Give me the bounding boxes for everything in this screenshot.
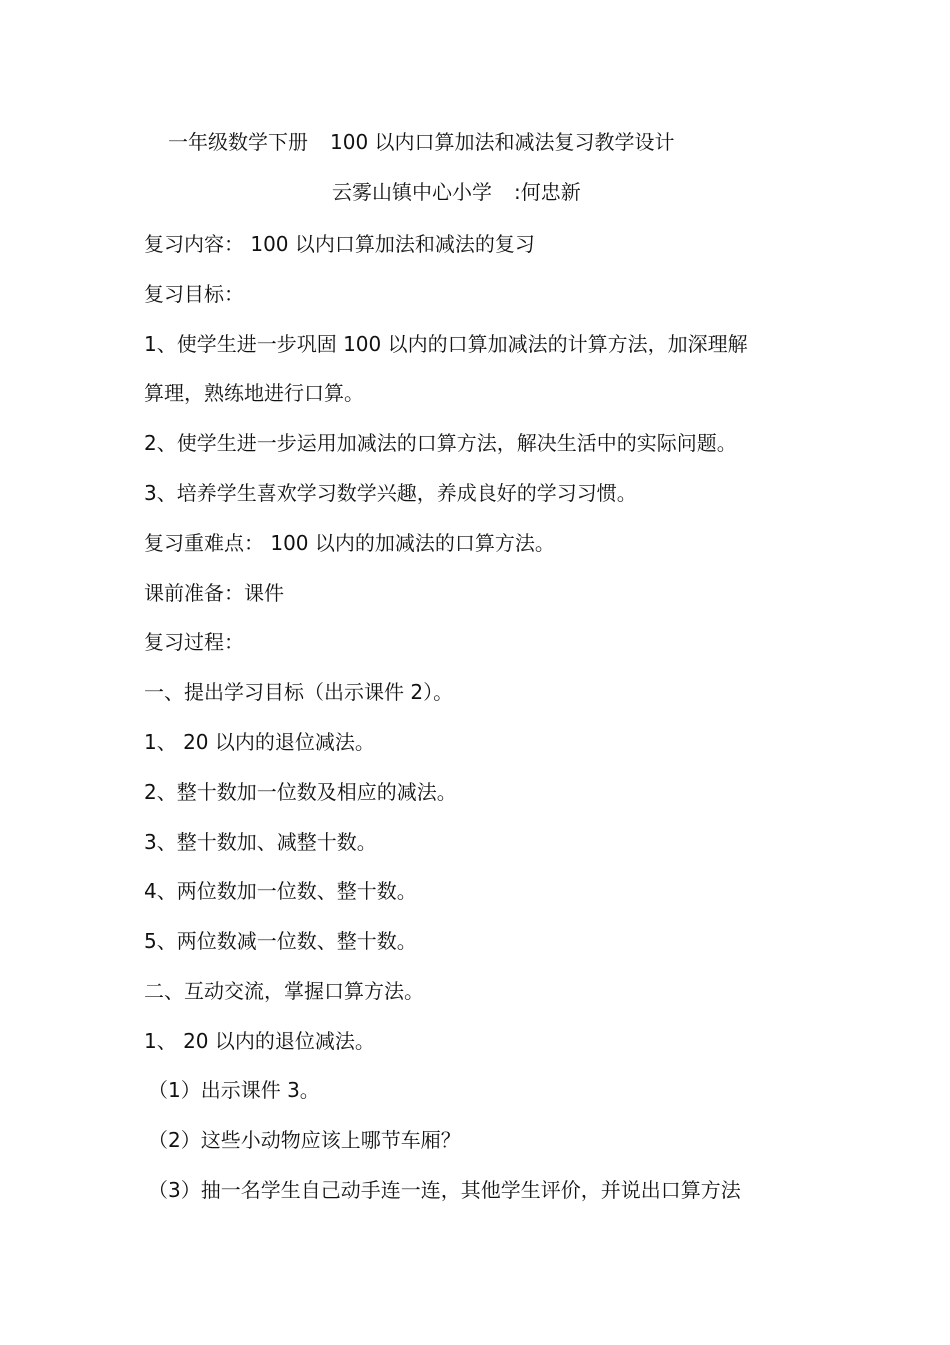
- activity-step-2: （2）这些小动物应该上哪节车厢？: [148, 1128, 461, 1152]
- section-one-heading: 一、提出学习目标（出示课件 2）。: [144, 680, 454, 704]
- objective-item-5: 5、两位数减一位数、整十数。: [144, 929, 417, 953]
- activity-item-1: 1、 20 以内的退位减法。: [144, 1029, 375, 1053]
- review-process-heading: 复习过程：: [144, 630, 244, 654]
- activity-step-1: （1）出示课件 3。: [148, 1078, 320, 1102]
- objective-item-4: 4、两位数加一位数、整十数。: [144, 879, 417, 903]
- preparation-line: 课前准备：课件: [144, 581, 284, 605]
- document-title: [168, 128, 768, 156]
- school-name: 云雾山镇中心小学: [332, 180, 492, 204]
- key-difficulty-line: 复习重难点： 100 以内的加减法的口算方法。: [144, 531, 555, 555]
- goal-item-1: 1、使学生进一步巩固 100 以内的口算加减法的计算方法，加深理解: [144, 332, 748, 356]
- objective-item-2: 2、整十数加一位数及相应的减法。: [144, 780, 457, 804]
- goal-item-3: 3、培养学生喜欢学习数学兴趣，养成良好的学习习惯。: [144, 481, 637, 505]
- title-topic-part: 100 以内口算加法和减法复习教学设计: [330, 130, 675, 154]
- title-grade-part: 一年级数学下册: [168, 130, 308, 154]
- section-two-heading: 二、互动交流，掌握口算方法。: [144, 979, 424, 1003]
- objective-item-1: 1、 20 以内的退位减法。: [144, 730, 375, 754]
- review-content-line: 复习内容： 100 以内口算加法和减法的复习: [144, 232, 535, 256]
- document-author-line: [332, 178, 732, 206]
- review-goals-heading: 复习目标：: [144, 282, 244, 306]
- objective-item-3: 3、整十数加、减整十数。: [144, 830, 377, 854]
- author-name: :何忠新: [514, 180, 581, 204]
- activity-step-3: （3）抽一名学生自己动手连一连，其他学生评价，并说出口算方法: [148, 1178, 741, 1202]
- goal-item-2: 2、使学生进一步运用加减法的口算方法，解决生活中的实际问题。: [144, 431, 737, 455]
- goal-item-1-continued: 算理，熟练地进行口算。: [144, 381, 364, 405]
